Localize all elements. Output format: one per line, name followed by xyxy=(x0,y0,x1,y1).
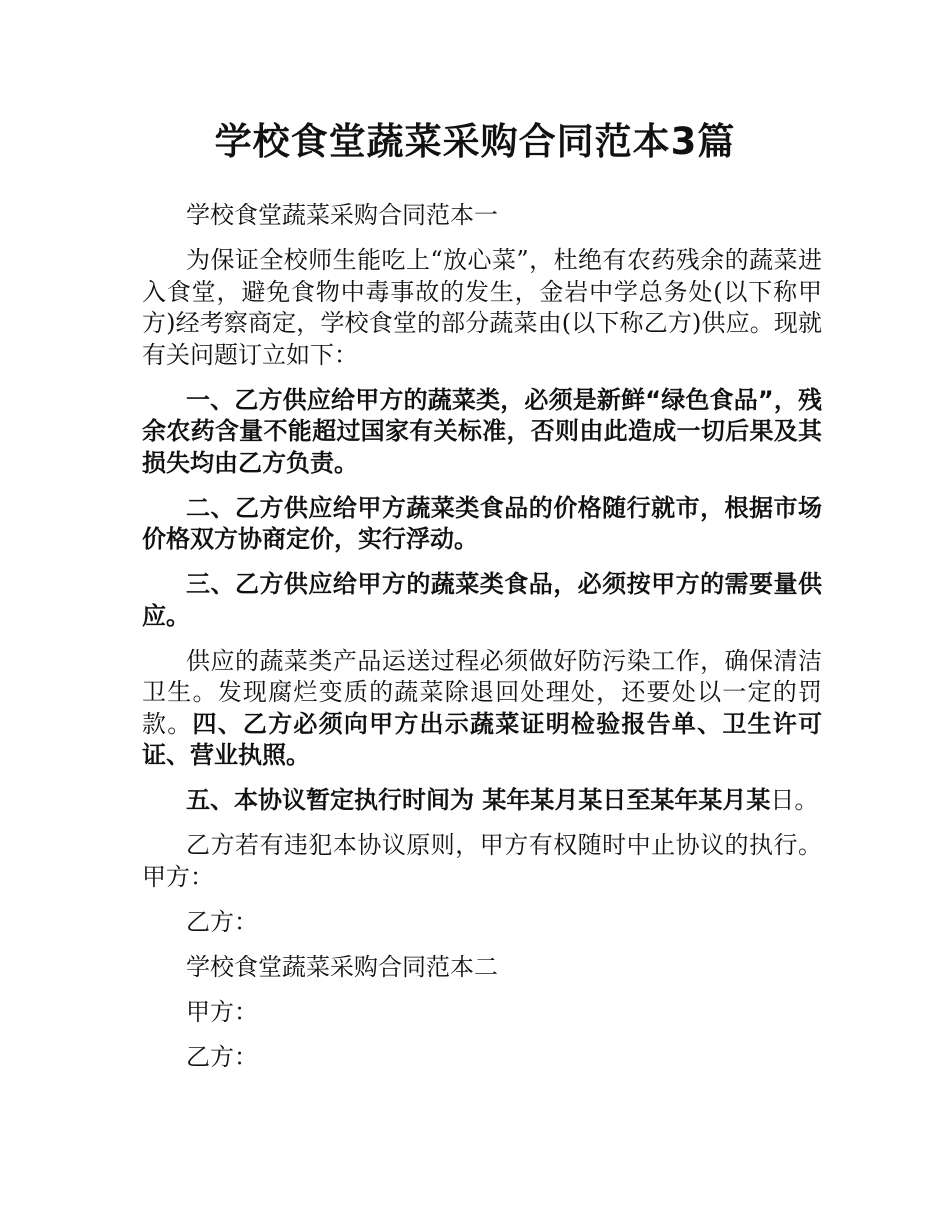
clause-1: 一、乙方供应给甲方的蔬菜类，必须是新鲜“绿色食品”，残余农药含量不能超过国家有关标准，否则由此造成一切后果及其损失均由乙方负责。 xyxy=(142,385,822,477)
section1-heading: 学校食堂蔬菜采购合同范本一 xyxy=(186,201,498,229)
clause-4: 四、乙方必须向甲方出示蔬菜证明检验报告单、卫生许可证、营业执照。 xyxy=(142,709,823,769)
party-b-line-2: 乙方： xyxy=(186,1042,258,1071)
clause-3: 三、乙方供应给甲方的蔬菜类食品，必须按甲方的需要量供应。 xyxy=(142,570,822,630)
party-a-line-2: 甲方： xyxy=(186,997,258,1026)
clause-5-bold: 五、本协议暂定执行时间为 某年某月某日至某年某月某 xyxy=(186,786,771,814)
document-body xyxy=(142,200,822,1087)
hygiene-text: 供应的蔬菜类产品运送过程必须做好防污染工作，确保清洁卫生。发现腐烂变质的蔬菜除退回处理处，还要处以一定的罚款。 xyxy=(142,646,822,738)
clause-2: 二、乙方供应给甲方蔬菜类食品的价格随行就市，根据市场价格双方协商定价，实行浮动。 xyxy=(142,493,822,553)
party-b-line-1: 乙方： xyxy=(186,907,258,936)
document-title: 学校食堂蔬菜采购合同范本3篇 xyxy=(214,120,736,163)
section2-heading: 学校食堂蔬菜采购合同范本二 xyxy=(186,952,498,981)
clause-5 xyxy=(142,785,822,817)
clause-5-tail: 日。 xyxy=(770,786,819,814)
intro-paragraph: 为保证全校师生能吃上“放心菜”，杜绝有农药残余的蔬菜进入食堂，避免食物中毒事故的发生，金岩中学总务处(以下称甲方)经考察商定，学校食堂的部分蔬菜由(以下称乙方)供应。现就有关问题订立如下： xyxy=(142,246,822,369)
hygiene-paragraph xyxy=(142,646,822,772)
termination-paragraph: 乙方若有违犯本协议原则，甲方有权随时中止协议的执行。甲方： xyxy=(142,831,822,891)
